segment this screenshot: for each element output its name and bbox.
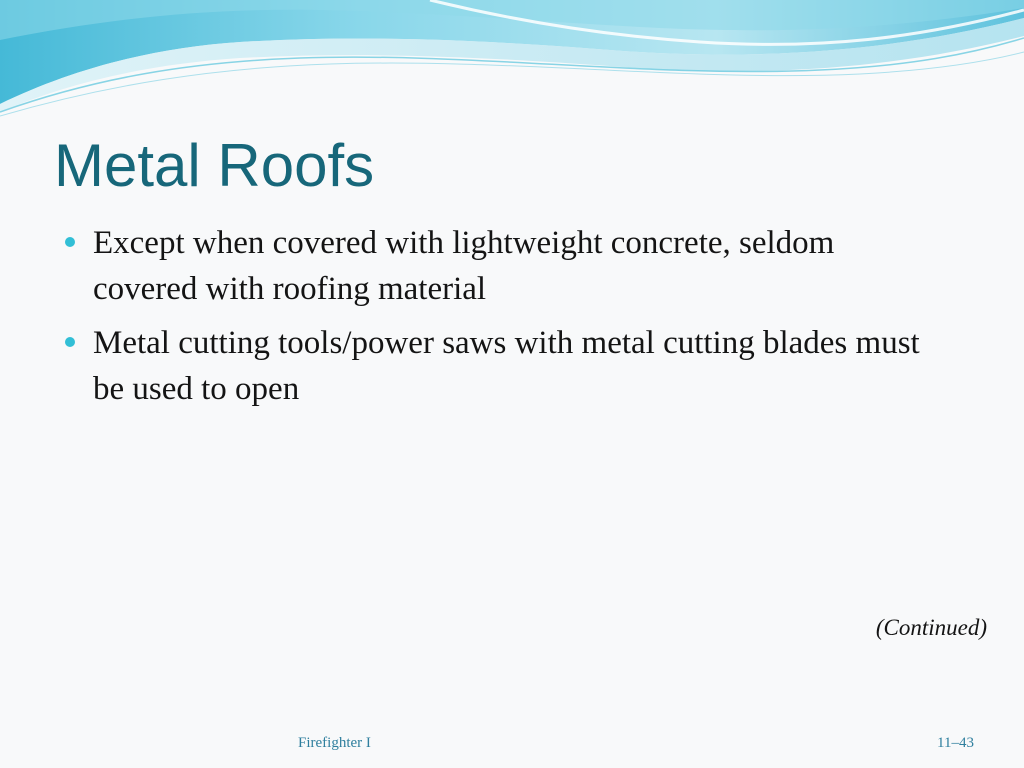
bullet-text: Metal cutting tools/power saws with metal cutting blades must be used to open xyxy=(93,325,920,407)
footer-course-title: Firefighter I xyxy=(298,735,371,751)
slide-title: Metal Roofs xyxy=(54,132,375,199)
header-wave-decoration xyxy=(0,0,1024,130)
bullet-text: Except when covered with lightweight concrete, seldom covered with roofing material xyxy=(93,225,835,307)
slide-number: 11–43 xyxy=(937,735,974,751)
bullet-dot-icon xyxy=(65,237,75,247)
bullet-dot-icon xyxy=(65,337,75,347)
continued-note: (Continued) xyxy=(875,615,987,640)
bullet-list xyxy=(64,220,924,420)
bullet-item xyxy=(64,320,924,412)
bullet-item xyxy=(64,220,924,312)
